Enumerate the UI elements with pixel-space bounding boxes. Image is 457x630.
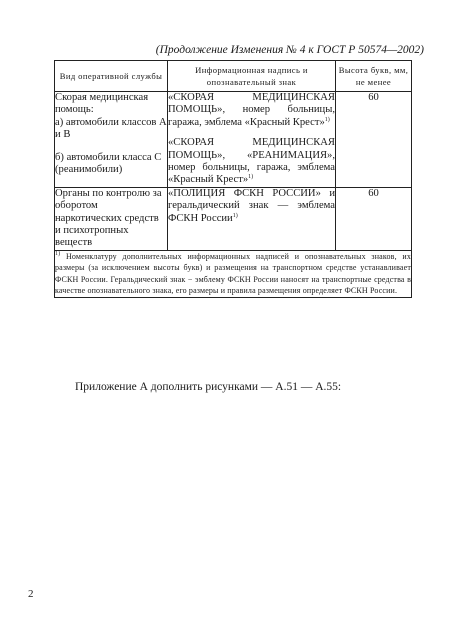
column-header-service: Вид оперативной службы	[55, 61, 168, 92]
column-header-inscription: Информационная надпись и опознавательный знак	[168, 61, 336, 92]
table-header-row	[55, 61, 412, 92]
footnote-mark: 1)	[55, 250, 61, 257]
service-cell	[55, 92, 168, 188]
height-cell: 60	[336, 187, 412, 250]
service-text: б) автомобили класса С (реанимобили)	[55, 151, 162, 176]
footnote-row	[55, 250, 412, 297]
height-cell: 60	[336, 92, 412, 188]
service-text: а) автомобили классов А и В	[55, 116, 167, 141]
footnote-mark: 1)	[248, 174, 254, 181]
table-footnote	[55, 250, 412, 297]
appendix-text: Приложение А дополнить рисунками — А.51 — А.55:	[75, 381, 342, 393]
service-cell	[55, 187, 168, 250]
inscription-text: «ПОЛИЦИЯ ФСКН РОССИИ» и геральдический знак — эмблема ФСКН России$^{1)}$	[168, 187, 335, 224]
service-text: Органы по контролю за оборотом наркотических средств и психотропных веществ	[55, 187, 162, 249]
inscription-cell	[168, 187, 336, 250]
inscription-table	[54, 60, 412, 298]
inscription-text: «СКОРАЯ МЕДИЦИНСКАЯ ПОМОЩЬ», «РЕАНИМАЦИЯ», номер больницы, гаража, эмблема «Красный Крест»$^{1)}$	[168, 137, 335, 186]
inscription-text: «СКОРАЯ МЕДИЦИНСКАЯ ПОМОЩЬ», номер больницы, гаража, эмблема «Красный Крест»$^{1)}$	[168, 92, 335, 128]
service-text: Скорая медицинская помощь:	[55, 92, 149, 116]
footnote-mark: 1)	[324, 116, 330, 123]
table-row	[55, 187, 412, 250]
page-header: (Продолжение Изменения № 4 к ГОСТ Р 50574—2002)	[155, 44, 424, 56]
footnote-mark: 1)	[232, 212, 238, 219]
footnote-text: Номенклатуру дополнительных информационных надписей и опознавательных знаков, их размеры (за исключением высоты букв) и размещения на транспортном средстве устанавливает ФСКН России. Геральдический знак − эмблему ФСКН России наносят на транспортные средства в качестве опознавательного знака, его размеры и правила размещения определяет ФСКН России.	[55, 251, 411, 296]
column-header-height: Высота букв, мм, не менее	[336, 61, 412, 92]
page-number: 2	[28, 588, 34, 600]
inscription-cell	[168, 92, 336, 188]
table-row	[55, 92, 412, 188]
